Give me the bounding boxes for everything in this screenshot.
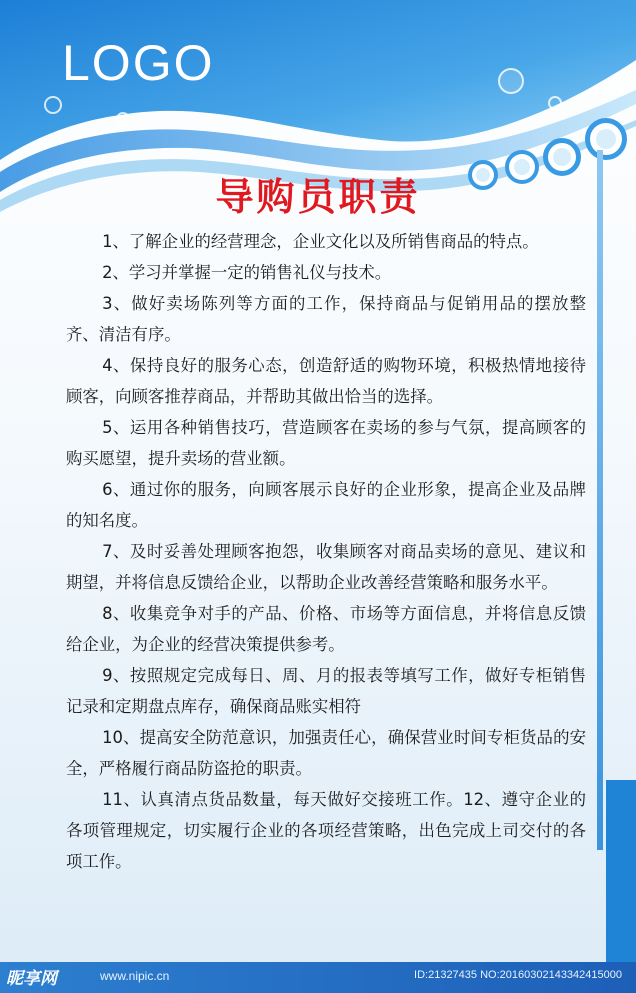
watermark-url: www.nipic.cn <box>100 969 170 983</box>
duty-item: 11、认真清点货品数量，每天做好交接班工作。12、遵守企业的各项管理规定，切实履行企业的各项经营策略，出色完成上司交付的各项工作。 <box>66 790 586 871</box>
bubble-decoration <box>44 96 62 114</box>
logo-text: LOGO <box>62 35 215 91</box>
duty-item: 10、提高安全防范意识，加强责任心，确保营业时间专柜货品的安全，严格履行商品防盗抢的职责。 <box>66 728 586 778</box>
duty-item: 8、收集竞争对手的产品、价格、市场等方面信息，并将信息反馈给企业，为企业的经营决策提供参考。 <box>66 604 586 654</box>
bubble-decoration <box>116 112 130 126</box>
page-title: 导购员职责 <box>215 175 421 219</box>
duties-list <box>66 226 586 877</box>
watermark-logo: 昵享网 <box>6 969 57 989</box>
duty-item: 5、运用各种销售技巧，营造顾客在卖场的参与气氛，提高顾客的购买愿望，提升卖场的营业额。 <box>66 418 586 468</box>
watermark-id: ID:21327435 NO:20160302143342415000 <box>414 969 622 981</box>
duty-item: 1、了解企业的经营理念，企业文化以及所销售商品的特点。 <box>102 232 539 251</box>
bubble-decoration <box>498 68 524 94</box>
duty-item: 2、学习并掌握一定的销售礼仪与技术。 <box>102 263 392 282</box>
duty-item: 4、保持良好的服务心态，创造舒适的购物环境，积极热情地接待顾客，向顾客推荐商品，并帮助其做出恰当的选择。 <box>66 356 586 406</box>
duty-item: 3、做好卖场陈列等方面的工作，保持商品与促销用品的摆放整齐、清洁有序。 <box>66 294 586 344</box>
duty-item: 7、及时妥善处理顾客抱怨，收集顾客对商品卖场的意见、建议和期望，并将信息反馈给企业，以帮助企业改善经营策略和服务水平。 <box>66 542 586 592</box>
ring-decoration <box>585 118 627 160</box>
bubble-decoration <box>548 96 562 110</box>
duty-item: 6、通过你的服务，向顾客展示良好的企业形象，提高企业及品牌的知名度。 <box>66 480 586 530</box>
side-decorative-line <box>597 150 603 850</box>
duty-item: 9、按照规定完成每日、周、月的报表等填写工作，做好专柜销售记录和定期盘点库存，确保商品账实相符 <box>66 666 586 716</box>
